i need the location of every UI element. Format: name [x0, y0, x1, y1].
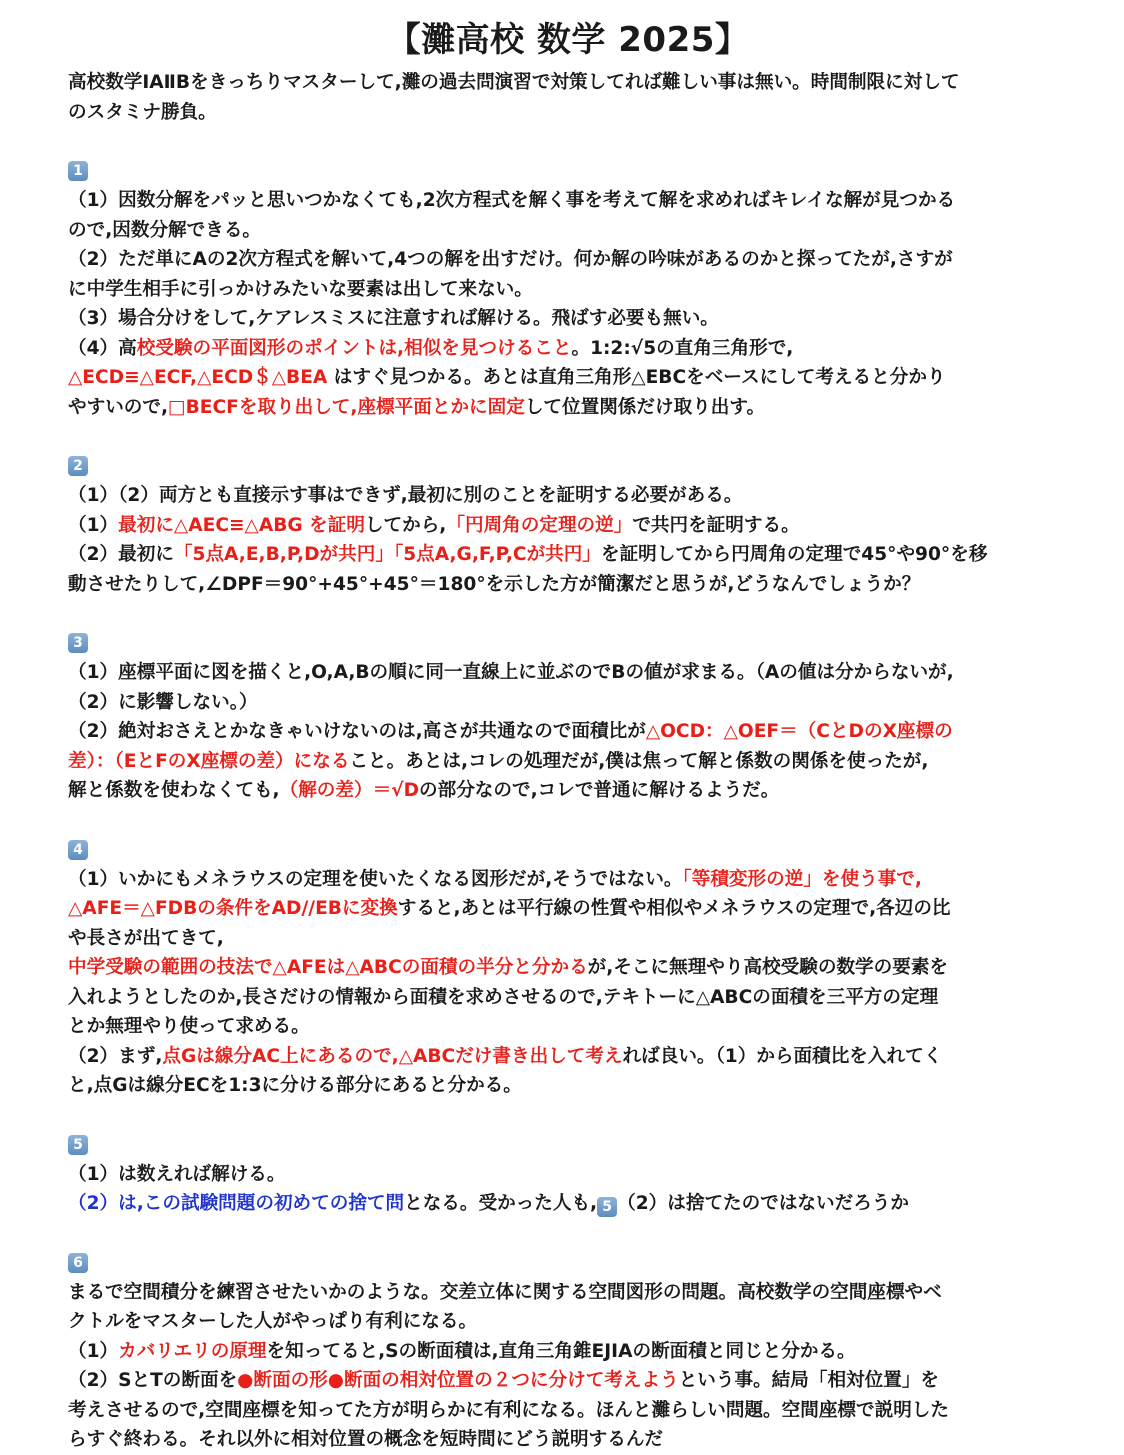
text: の部分なので,コレで普通に解けるようだ。: [419, 780, 780, 801]
section-1-line: ので,因数分解できる。: [68, 219, 262, 241]
section-6-line: 考えさせるので,空間座標を知ってた方が明らかに有利になる。ほんと灘らしい問題。空間座標で説明した: [68, 1399, 949, 1421]
section-3-line: [68, 776, 1068, 806]
highlight-red: 校受験の平面図形のポイントは,相似を見つけること: [136, 337, 572, 359]
section-2-header: [68, 451, 1068, 481]
section-4-line: 入れようとしたのか,長さだけの情報から面積を求めさせるので,テキトーに△ABCの面積を三平方の定理: [68, 986, 939, 1008]
text: （2）絶対おさえとかなきゃいけないのは,高さが共通なので面積比が: [68, 721, 646, 742]
text: （4）高: [68, 337, 137, 359]
section-4-line: [68, 1042, 1068, 1072]
section-1-line: （1）因数分解をパッと思いつかなくても,2次方程式を解く事を考えて解を求めればキレイな解が見つかる: [68, 190, 956, 211]
text: してから,: [364, 514, 447, 536]
section-1-line: [68, 334, 1068, 364]
intro-line: のスタミナ勝負。: [68, 101, 217, 123]
section-6-line: [68, 1366, 1068, 1396]
highlight-red: 中学受験の範囲の技法で△AFEは△ABCの面積の半分と分かる: [68, 957, 588, 978]
highlight-red: 差）：（EとFのX座標の差）になる: [68, 750, 350, 772]
text: （2）は捨てたのではないだろうか: [617, 1193, 909, 1214]
highlight-blue: （2）は,この試験問題の初めての捨て問: [68, 1193, 405, 1214]
text: という事。結局「相対位置」を: [678, 1370, 940, 1391]
section-1-line: （3）場合分けをして,ケアレスミスに注意すれば解ける。飛ばす必要も無い。: [68, 308, 719, 329]
text: はすぐ見つかる。あとは直角三角形△EBCをベースにして考えると分かり: [327, 367, 946, 388]
highlight-red: 最初に△AEC≡△ABG を証明: [118, 514, 365, 536]
text: となる。受かった人も,: [404, 1193, 598, 1214]
text: を証明してから円周角の定理で45°や90°を移: [600, 544, 988, 565]
highlight-red: △AFE＝△FDBの条件をAD//EBに変換: [68, 898, 398, 919]
highlight-red: 「5点A,E,B,P,Dが共円」「5点A,G,F,P,Cが共円」: [173, 544, 601, 565]
text: （1）: [68, 514, 119, 536]
section-1-line: [68, 363, 1068, 393]
section-4-line: や長さが出てきて,: [68, 927, 224, 949]
section-1-line: に中学生相手に引っかけみたいな要素は出して来ない。: [68, 278, 533, 300]
highlight-red: 「円周角の定理の逆」: [446, 514, 633, 536]
text: （1）: [68, 1340, 119, 1362]
intro-line: 高校数学ⅠAⅡBをきっちりマスターして,灘の過去問演習で対策してれば難しい事は無い。時間制限に対して: [68, 72, 960, 93]
text: 解と係数を使わなくても,: [68, 780, 280, 801]
number-2-icon: 2: [68, 456, 88, 476]
highlight-red: □BECFを取り出して,座標平面とかに固定: [168, 396, 525, 418]
section-4-line: [68, 894, 1068, 924]
section-5-line: （1）は数えれば解ける。: [68, 1163, 286, 1185]
section-4-line: と,点Gは線分ECを1:3に分ける部分にあると分かる。: [68, 1075, 522, 1096]
number-6-icon: 6: [68, 1253, 88, 1273]
text: で共円を証明する。: [632, 514, 800, 536]
text: こと。あとは,コレの処理だが,僕は焦って解と係数の関係を使ったが,: [349, 750, 929, 772]
highlight-red: ●断面の形●断面の相対位置の２つに分けて考えよう: [237, 1370, 679, 1391]
section-2-line: [68, 511, 1068, 541]
section-1-line: [68, 393, 1068, 423]
section-1-line: （2）ただ単にAの2次方程式を解いて,4つの解を出すだけ。何か解の吟味があるのかと探ってたが,さすが: [68, 249, 953, 270]
section-3-header: [68, 628, 1068, 658]
text: （2）最初に: [68, 544, 174, 565]
number-5-icon: 5: [68, 1135, 88, 1155]
text: れば良い。（1）から面積比を入れてく: [622, 1045, 943, 1067]
text: （2）まず,: [68, 1045, 163, 1067]
text: やすいので,: [68, 396, 169, 418]
text: 。1:2:√5の直角三角形で,: [571, 337, 794, 359]
section-4-line: [68, 953, 1068, 983]
section-3-line: [68, 747, 1068, 777]
highlight-red: カバリエリの原理: [118, 1340, 267, 1362]
text: して位置関係だけ取り出す。: [524, 396, 766, 418]
number-3-icon: 3: [68, 633, 88, 653]
section-2-line: [68, 540, 1068, 570]
highlight-red: （解の差）＝√D: [279, 780, 420, 801]
section-6-line: クトルをマスターした人がやっぱり有利になる。: [68, 1311, 478, 1332]
highlight-red: △OCD：△OEF＝（CとDのX座標の: [645, 721, 953, 742]
section-6-line: らすぐ終わる。それ以外に相対位置の概念を短時間にどう説明するんだ: [68, 1429, 664, 1450]
number-5-icon: 5: [597, 1197, 617, 1217]
section-6-line: まるで空間積分を練習させたいかのような。交差立体に関する空間図形の問題。高校数学の空間座標やベ: [68, 1281, 942, 1303]
section-3-line: [68, 717, 1068, 747]
text: を知ってると,Sの断面積は,直角三角錐EJIAの断面積と同じと分かる。: [266, 1340, 856, 1362]
section-2-line: 動させたりして,∠DPF＝90°+45°+45°＝180°を示した方が簡潔だと思うが,どうなんでしょうか？: [68, 573, 921, 595]
text: すると,あとは平行線の性質や相似やメネラウスの定理で,各辺の比: [397, 898, 951, 919]
section-5-line: [68, 1189, 1068, 1219]
section-6-header: [68, 1248, 1068, 1278]
highlight-red: 点Gは線分AC上にあるので,△ABCだけ書き出して考え: [162, 1045, 623, 1067]
section-6-line: [68, 1337, 1068, 1367]
highlight-red: 「等積変形の逆」を使う事で,: [682, 868, 922, 890]
section-5-header: [68, 1130, 1068, 1160]
number-1-icon: 1: [68, 161, 88, 181]
page-title: 【灘高校 数学 2025】: [386, 20, 750, 60]
highlight-red: △ECD≡△ECF,△ECD＄△BEA: [68, 367, 328, 388]
section-4-line: [68, 865, 1068, 895]
text: （1）いかにもメネラウスの定理を使いたくなる図形だが,そうではない。: [68, 868, 683, 890]
section-1-header: [68, 156, 1068, 186]
section-2-line: （1）（2）両方とも直接示す事はできず,最初に別のことを証明する必要がある。: [68, 485, 743, 506]
text: が,そこに無理やり高校受験の数学の要素を: [587, 957, 949, 978]
number-4-icon: 4: [68, 840, 88, 860]
section-4-header: [68, 835, 1068, 865]
section-3-line: （1）座標平面に図を描くと,O,A,Bの順に同一直線上に並ぶのでBの値が求まる。（Aの値は分からないが,: [68, 662, 954, 683]
section-3-line: （2）に影響しない。）: [68, 691, 258, 713]
section-4-line: とか無理やり使って求める。: [68, 1016, 310, 1037]
text: （2）SとTの断面を: [68, 1370, 238, 1391]
